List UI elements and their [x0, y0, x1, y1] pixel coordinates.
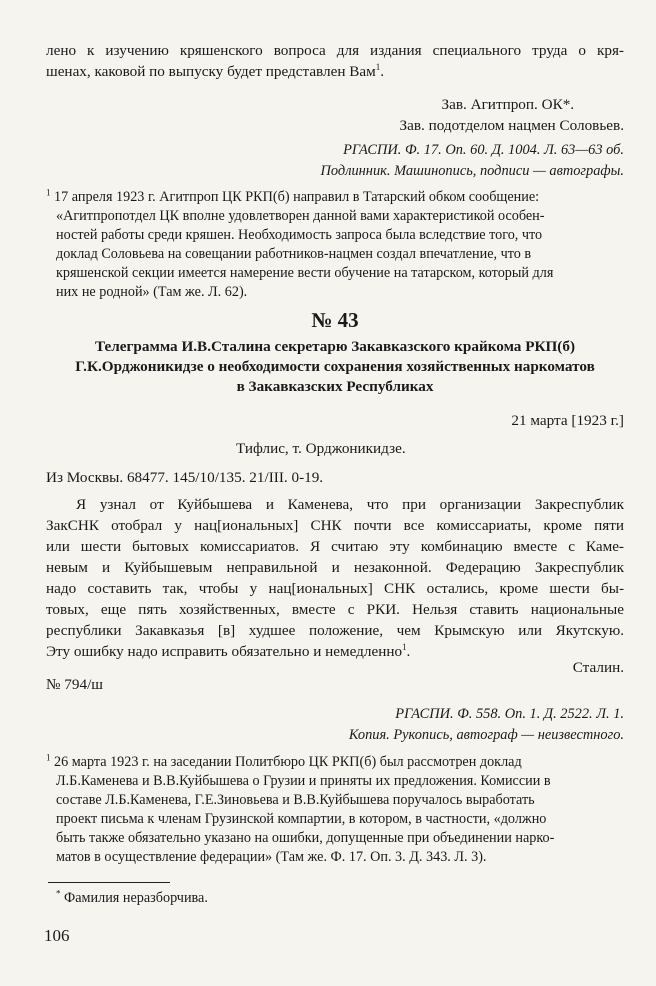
signature: Сталин. [572, 659, 624, 676]
page-number: 106 [44, 926, 70, 945]
footnote [46, 188, 624, 302]
body-line: надо составить так, чтобы у нац[иональных] СНК остались, кроме шести бы- [46, 580, 624, 597]
signatures-block [400, 94, 625, 136]
footnote-text: матов в осуществление федерации» (Там же. Ф. 17. Оп. 3. Д. 343. Л. 3). [56, 849, 487, 865]
text-line: . [406, 643, 411, 660]
footnote-text: кряшенской секции имеется намерение вести обучение на татарском, который для [56, 265, 554, 281]
paragraph-line [46, 61, 624, 82]
footnote-text: них не родной» (Там же. Л. 62). [56, 284, 248, 300]
footnote-text: «Агитпропотдел ЦК вполне удовлетворен данной вами характеристикой особен- [56, 208, 545, 224]
paragraph-line [46, 40, 624, 61]
body-line: республики Закавказья [в] худшее положение, чем Крымскую или Якутскую. [46, 622, 624, 639]
text-line: . [380, 63, 385, 80]
footnote-text: ностей работы среди кряшен. Необходимость запроса была вследствие того, что [56, 227, 543, 243]
title-line: Г.К.Орджоникидзе о необходимости сохранения хозяйственных наркоматов [75, 358, 595, 375]
title-line: Телеграмма И.В.Сталина секретарю Закавказского крайкома РКП(б) [94, 338, 576, 355]
footnote-line [46, 753, 624, 772]
footnote [46, 753, 624, 867]
document-title [46, 337, 624, 397]
footnote-mark: 1 [375, 61, 381, 72]
archive-source [46, 140, 624, 182]
title-line: в Закавказских Республиках [236, 378, 434, 395]
footnote-mark: 1 [46, 187, 51, 198]
footnote-mark: * [56, 888, 61, 899]
footnote-mark: 1 [402, 641, 407, 652]
footnote-text: быть также обязательно указано на ошибки, допущенные при объединении нарко- [56, 830, 555, 846]
signature-line: Зав. Агитпроп. ОК*. [441, 96, 575, 113]
footnote-text: 17 апреля 1923 г. Агитпроп ЦК РКП(б) направил в Татарский обком сообщение: [54, 189, 540, 205]
text-line: лено к изучению кряшенского вопроса для издания специального труда о кря- [46, 42, 624, 59]
star-footnote [56, 889, 208, 908]
footnote-text: Л.Б.Каменева и В.В.Куйбышева о Грузии и приняты их предложения. Комиссии в [56, 773, 551, 789]
source-line: Копия. Рукопись, автограф — неизвестного. [348, 727, 624, 743]
document-date: 21 марта [1923 г.] [511, 412, 624, 429]
footnote-divider [48, 882, 170, 883]
text-line: шенах, каковой по выпуску будет представлен Вам [46, 63, 376, 80]
document-number: № 43 [311, 308, 359, 332]
footnote-text: составе Л.Б.Каменева, Г.Е.Зиновьева и В.В.Куйбышева поручалось выработать [56, 792, 535, 808]
source-line: РГАСПИ. Ф. 17. Оп. 60. Д. 1004. Л. 63—63 об. [343, 142, 624, 158]
body-line: товых, еще пять хозяйственных, вместе с РКИ. Нельзя ставить национальные [46, 601, 624, 618]
source-line: Подлинник. Машинопись, подписи — автографы. [320, 163, 624, 179]
body-line: Я узнал от Куйбышева и Каменева, что при организации Закреспублик [76, 496, 624, 513]
body-line: невым и Куйбышевым неправильной и незаконной. Федерацию Закреспублик [46, 559, 624, 576]
footnote-text: Фамилия неразборчива. [64, 890, 208, 906]
source-line: РГАСПИ. Ф. 558. Оп. 1. Д. 2522. Л. 1. [395, 706, 624, 722]
telegram-origin: Из Москвы. 68477. 145/10/135. 21/III. 0-19. [46, 469, 324, 486]
signature-line: Зав. подотделом нацмен Соловьев. [399, 117, 624, 134]
footnote-text: доклад Соловьева на совещании работников-нацмен создал впечатление, что в [56, 246, 532, 262]
footnote-line [46, 188, 624, 207]
telegram-body [46, 494, 624, 662]
archive-source [46, 704, 624, 746]
body-line: ЗакСНК отобрал у нац[иональных] СНК почти все комиссариаты, кроме пяти [46, 517, 624, 534]
footnote-mark: 1 [46, 752, 51, 763]
body-line: или шести бытовых комиссариатов. Я считаю эту комбинацию вместе с Каме- [46, 538, 624, 555]
document-address: Тифлис, т. Орджоникидзе. [236, 440, 406, 457]
continuation-paragraph [46, 40, 624, 82]
text-line: Эту ошибку надо исправить обязательно и немедленно [46, 643, 403, 660]
footnote-text: 26 марта 1923 г. на заседании Политбюро ЦК РКП(б) был рассмотрен доклад [54, 754, 522, 770]
registration-number: № 794/ш [46, 676, 103, 693]
footnote-text: проект письма к членам Грузинской компартии, в котором, в частности, «должно [56, 811, 547, 827]
